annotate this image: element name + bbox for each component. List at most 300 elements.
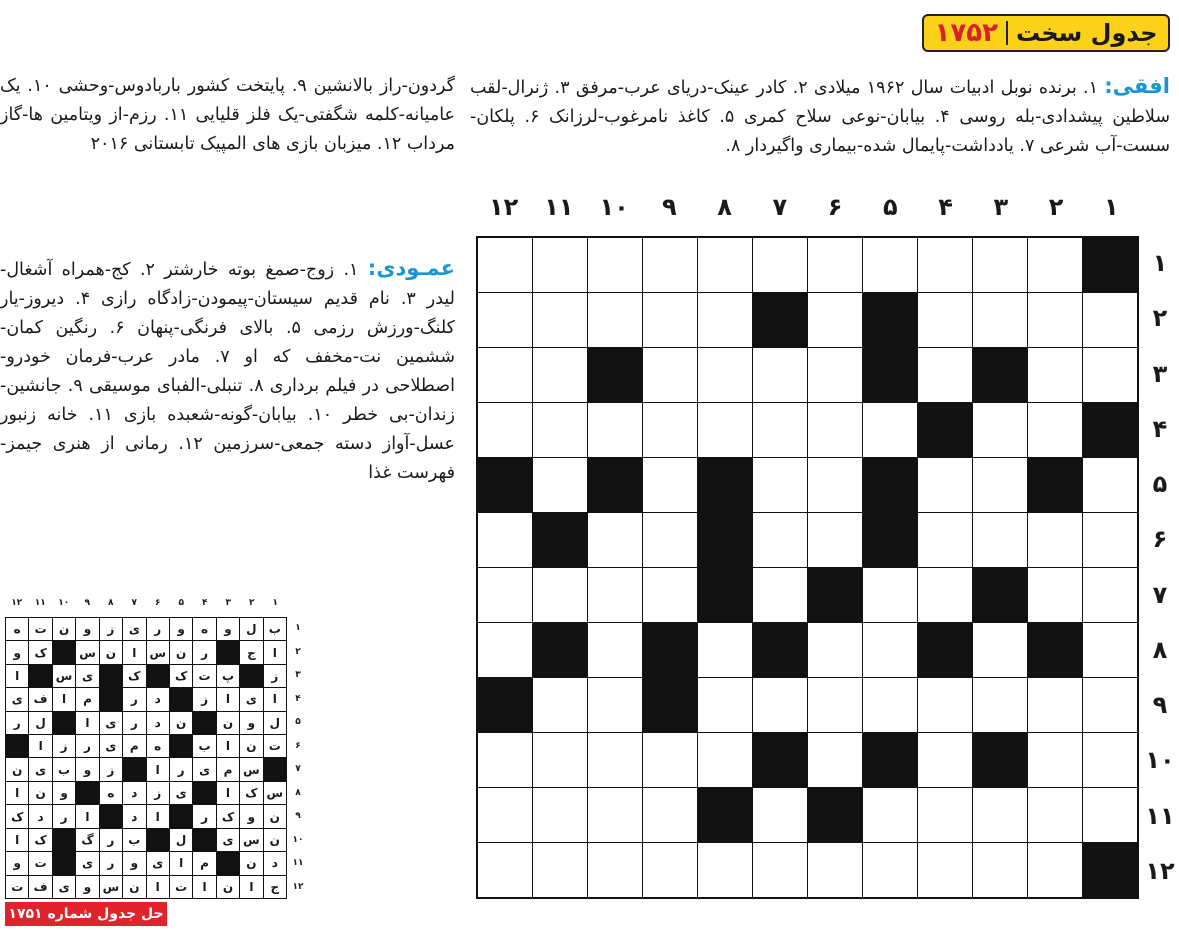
solution-cell-black — [193, 782, 215, 804]
grid-cell-empty[interactable] — [808, 678, 862, 732]
solution-row-number: ۱۲ — [292, 881, 304, 892]
solution-cell: د — [264, 852, 286, 874]
solution-cell-black — [100, 805, 122, 827]
grid-cell-empty[interactable] — [918, 458, 972, 512]
puzzle-number: ۱۷۵۲ — [934, 18, 998, 48]
grid-cell-empty[interactable] — [643, 403, 697, 457]
solution-cell-black — [217, 852, 239, 874]
solution-cell-black — [53, 712, 75, 734]
grid-cell-black — [588, 348, 642, 402]
grid-cell-empty[interactable] — [973, 678, 1027, 732]
solution-column-number: ۱۰ — [58, 598, 70, 608]
grid-cell-empty[interactable] — [698, 678, 752, 732]
row-number: ۱ — [1152, 249, 1168, 277]
row-number: ۷ — [1152, 580, 1168, 609]
grid-cell-empty[interactable] — [1028, 403, 1082, 457]
solution-row-number: ۱ — [295, 623, 301, 633]
grid-cell-empty[interactable] — [533, 348, 587, 402]
grid-cell-empty[interactable] — [863, 843, 917, 897]
grid-cell-empty[interactable] — [1028, 733, 1082, 787]
solution-cell: م — [76, 688, 98, 710]
grid-cell-empty[interactable] — [863, 403, 917, 457]
grid-cell-black — [753, 293, 807, 347]
solution-cell-black — [100, 688, 122, 710]
solution-cell: س — [76, 641, 98, 663]
solution-cell: و — [240, 805, 262, 827]
solution-cell: ن — [240, 735, 262, 757]
grid-cell-black — [863, 513, 917, 567]
solution-cell-black — [240, 665, 262, 687]
grid-cell-empty[interactable] — [478, 348, 532, 402]
grid-cell-black — [698, 568, 752, 622]
grid-cell-black — [698, 513, 752, 567]
row-number: ۹ — [1152, 691, 1168, 719]
puzzle-title-box — [922, 14, 1170, 52]
grid-cell-empty[interactable] — [588, 843, 642, 897]
grid-cell-empty[interactable] — [1083, 348, 1137, 402]
across-clues — [470, 72, 1170, 161]
solution-cell: ب — [193, 735, 215, 757]
solution-cell-black — [170, 735, 192, 757]
solution-cell: ا — [217, 735, 239, 757]
solution-cell: ن — [240, 852, 262, 874]
grid-cell-empty[interactable] — [1083, 678, 1137, 732]
grid-cell-empty[interactable] — [1028, 788, 1082, 842]
grid-cell-empty[interactable] — [918, 293, 972, 347]
grid-cell-empty[interactable] — [643, 843, 697, 897]
solution-cell: و — [170, 618, 192, 640]
solution-cell: د — [147, 688, 169, 710]
solution-cell-black — [147, 829, 169, 851]
grid-cell-black — [698, 458, 752, 512]
solution-cell: ی — [76, 852, 98, 874]
grid-cell-empty[interactable] — [1028, 678, 1082, 732]
solution-cell: د — [29, 805, 51, 827]
grid-cell-empty[interactable] — [533, 788, 587, 842]
across-clues-text-b: گردون-راز بالانشین ۹. پایتخت کشور باربادوس-وحشی ۱۰. یک عامیانه-کلمه شگفتی-یک فلز قلیایی ۱۱. رزم-از ویتامین ها-گاز مرداب ۱۲. میزبان بازی های المپیک تابستانی ۲۰۱۶ — [0, 76, 455, 154]
grid-cell-empty[interactable] — [918, 238, 972, 292]
solution-cell: ا — [240, 876, 262, 898]
solution-cell: ر — [100, 852, 122, 874]
column-number: ۱۲ — [488, 193, 519, 221]
grid-cell-empty[interactable] — [533, 403, 587, 457]
solution-column-number: ۶ — [155, 598, 161, 608]
grid-cell-empty[interactable] — [973, 843, 1027, 897]
grid-cell-black — [918, 623, 972, 677]
across-clues-text-a: ۱. برنده نوبل ادبیات سال ۱۹۶۲ میلادی ۲. کادر عینک-دریای عرب-مرفق ۳. ژنرال-لقب سلاطین پیشدادی-بله روسی ۴. بیابان-نوعی سلاح کمری ۵. کاغذ نامرغوب-لرزانک ۶. پلکان-سست-آب شرعی ۷. یادداشت-پایمال شده-بیماری واگیردار ۸. — [470, 78, 1170, 156]
column-number: ۶ — [827, 193, 843, 221]
solution-column-number: ۹ — [84, 598, 90, 608]
solution-row-numbers — [290, 617, 306, 899]
solution-column-number: ۵ — [178, 598, 184, 608]
solution-cell: ف — [29, 688, 51, 710]
solution-cell: م — [217, 758, 239, 780]
grid-cell-black — [973, 348, 1027, 402]
solution-cell: ل — [29, 712, 51, 734]
grid-cell-empty[interactable] — [643, 293, 697, 347]
solution-column-number: ۳ — [225, 598, 231, 608]
solution-column-number: ۷ — [131, 598, 137, 608]
grid-cell-empty[interactable] — [698, 348, 752, 402]
grid-cell-black — [1028, 623, 1082, 677]
solution-cell: ا — [123, 641, 145, 663]
grid-cell-empty[interactable] — [753, 843, 807, 897]
grid-cell-black — [863, 458, 917, 512]
grid-cell-empty[interactable] — [918, 733, 972, 787]
solution-cell: ت — [264, 735, 286, 757]
solution-column-number: ۱۱ — [34, 598, 46, 608]
grid-cell-empty[interactable] — [753, 458, 807, 512]
grid-cell-empty[interactable] — [698, 293, 752, 347]
solution-cell: ی — [6, 688, 28, 710]
grid-cell-empty[interactable] — [1028, 348, 1082, 402]
grid-cell-black — [808, 568, 862, 622]
solution-cell: د — [123, 805, 145, 827]
solution-cell: ا — [217, 782, 239, 804]
solution-cell: ب — [123, 829, 145, 851]
solution-cell-black — [147, 665, 169, 687]
grid-cell-black — [753, 623, 807, 677]
solution-cell: ر — [123, 712, 145, 734]
row-number: ۱۰ — [1145, 746, 1175, 775]
solution-cell: ا — [29, 735, 51, 757]
grid-cell-black — [533, 623, 587, 677]
solution-cell: ی — [123, 618, 145, 640]
solution-row-number: ۲ — [295, 646, 301, 657]
grid-cell-empty[interactable] — [753, 678, 807, 732]
solution-cell: و — [217, 618, 239, 640]
solution-column-number: ۲ — [249, 598, 255, 608]
grid-cell-empty[interactable] — [643, 458, 697, 512]
solution-row-number: ۱۰ — [292, 834, 304, 845]
grid-cell-empty[interactable] — [808, 623, 862, 677]
puzzle-title: جدول سخت — [1015, 19, 1158, 47]
grid-cell-empty[interactable] — [643, 348, 697, 402]
solution-cell-black — [53, 829, 75, 851]
solution-row-number: ۵ — [295, 717, 301, 727]
solution-cell-black — [53, 852, 75, 874]
grid-cell-empty[interactable] — [808, 293, 862, 347]
solution-cell: ا — [6, 665, 28, 687]
solution-cell: م — [123, 735, 145, 757]
grid-cell-empty[interactable] — [588, 568, 642, 622]
across-heading: افقی: — [1104, 74, 1170, 98]
solution-cell: ا — [76, 805, 98, 827]
grid-cell-empty[interactable] — [643, 238, 697, 292]
column-number: ۱۰ — [599, 193, 629, 221]
grid-cell-empty[interactable] — [1028, 568, 1082, 622]
solution-cell-black — [29, 665, 51, 687]
solution-cell-black — [123, 758, 145, 780]
solution-cell: ز — [264, 665, 286, 687]
solution-cell: ا — [53, 688, 75, 710]
grid-cell-empty[interactable] — [588, 403, 642, 457]
grid-cell-empty[interactable] — [478, 843, 532, 897]
grid-cell-black — [1028, 458, 1082, 512]
grid-cell-empty[interactable] — [478, 403, 532, 457]
grid-cell-black — [478, 458, 532, 512]
grid-cell-empty[interactable] — [973, 788, 1027, 842]
solution-cell: ر — [147, 618, 169, 640]
grid-cell-empty[interactable] — [588, 733, 642, 787]
solution-row-number: ۷ — [295, 764, 301, 774]
grid-cell-empty[interactable] — [478, 293, 532, 347]
solution-column-number: ۴ — [202, 598, 208, 608]
grid-cell-empty[interactable] — [478, 513, 532, 567]
solution-cell: و — [123, 852, 145, 874]
grid-cell-empty[interactable] — [698, 238, 752, 292]
solution-cell: ک — [170, 665, 192, 687]
grid-cell-empty[interactable] — [918, 788, 972, 842]
grid-cell-empty[interactable] — [973, 403, 1027, 457]
grid-cell-empty[interactable] — [533, 843, 587, 897]
solution-cell: ی — [170, 782, 192, 804]
solution-cell: و — [76, 876, 98, 898]
solution-cell: ر — [123, 688, 145, 710]
crossword-grid — [476, 236, 1139, 899]
solution-cell: ت — [6, 876, 28, 898]
grid-cell-empty[interactable] — [973, 458, 1027, 512]
grid-cell-empty[interactable] — [533, 568, 587, 622]
solution-cell: ب — [53, 758, 75, 780]
solution-cell-black — [6, 735, 28, 757]
grid-cell-empty[interactable] — [588, 513, 642, 567]
solution-cell: و — [6, 852, 28, 874]
row-number: ۸ — [1152, 635, 1168, 664]
grid-cell-empty[interactable] — [808, 403, 862, 457]
grid-cell-empty[interactable] — [643, 733, 697, 787]
grid-cell-empty[interactable] — [533, 458, 587, 512]
solution-grid — [5, 617, 287, 899]
solution-cell: ن — [29, 782, 51, 804]
solution-cell: ی — [100, 735, 122, 757]
grid-cell-empty[interactable] — [588, 238, 642, 292]
solution-cell: س — [240, 829, 262, 851]
solution-cell: ک — [240, 782, 262, 804]
grid-cell-empty[interactable] — [808, 513, 862, 567]
row-number: ۱۲ — [1145, 856, 1175, 885]
column-number: ۹ — [662, 193, 677, 221]
solution-cell: ن — [170, 712, 192, 734]
grid-cell-black — [1083, 843, 1137, 897]
row-number: ۵ — [1152, 470, 1168, 498]
grid-cell-empty[interactable] — [1083, 293, 1137, 347]
grid-cell-empty[interactable] — [588, 678, 642, 732]
solution-cell: ا — [170, 852, 192, 874]
grid-cell-empty[interactable] — [808, 733, 862, 787]
grid-cell-empty[interactable] — [753, 568, 807, 622]
grid-cell-empty[interactable] — [1083, 568, 1137, 622]
grid-cell-empty[interactable] — [918, 568, 972, 622]
solution-cell-black — [193, 712, 215, 734]
column-number: ۲ — [1048, 193, 1064, 221]
grid-cell-black — [863, 348, 917, 402]
solution-cell: و — [76, 758, 98, 780]
solution-cell: ه — [100, 782, 122, 804]
grid-cell-empty[interactable] — [863, 678, 917, 732]
solution-cell: ز — [147, 782, 169, 804]
grid-cell-empty[interactable] — [753, 348, 807, 402]
grid-cell-black — [533, 513, 587, 567]
solution-cell: ر — [6, 712, 28, 734]
solution-column-number: ۱ — [272, 598, 278, 608]
solution-cell: س — [100, 876, 122, 898]
solution-row-number: ۴ — [295, 693, 301, 704]
solution-cell: ا — [6, 782, 28, 804]
grid-cell-empty[interactable] — [1083, 788, 1137, 842]
column-numbers — [476, 193, 1139, 221]
grid-cell-empty[interactable] — [973, 293, 1027, 347]
row-numbers — [1142, 236, 1178, 899]
grid-cell-empty[interactable] — [1028, 238, 1082, 292]
solution-row-number: ۸ — [295, 787, 301, 798]
solution-cell: ز — [100, 618, 122, 640]
grid-cell-empty[interactable] — [533, 733, 587, 787]
solution-cell: س — [147, 641, 169, 663]
solution-cell: ن — [53, 618, 75, 640]
grid-cell-empty[interactable] — [698, 843, 752, 897]
solution-cell: ن — [100, 641, 122, 663]
grid-cell-empty[interactable] — [478, 623, 532, 677]
solution-cell: ا — [147, 805, 169, 827]
grid-cell-empty[interactable] — [863, 788, 917, 842]
grid-cell-empty[interactable] — [863, 623, 917, 677]
solution-cell: ج — [240, 641, 262, 663]
solution-cell: س — [53, 665, 75, 687]
solution-cell: ی — [53, 876, 75, 898]
grid-cell-empty[interactable] — [643, 568, 697, 622]
solution-cell: ب — [264, 618, 286, 640]
solution-cell: ه — [193, 618, 215, 640]
grid-cell-empty[interactable] — [1083, 513, 1137, 567]
grid-cell-empty[interactable] — [1083, 623, 1137, 677]
solution-cell: ا — [6, 829, 28, 851]
grid-cell-empty[interactable] — [533, 238, 587, 292]
solution-cell: ه — [6, 618, 28, 640]
solution-cell: ک — [29, 829, 51, 851]
grid-cell-black — [973, 568, 1027, 622]
solution-cell: ا — [217, 688, 239, 710]
solution-cell: س — [240, 758, 262, 780]
grid-cell-empty[interactable] — [588, 293, 642, 347]
solution-cell: و — [76, 618, 98, 640]
grid-cell-black — [588, 458, 642, 512]
solution-cell: گ — [76, 829, 98, 851]
grid-cell-empty[interactable] — [863, 238, 917, 292]
solution-cell: ی — [217, 829, 239, 851]
grid-cell-empty[interactable] — [973, 623, 1027, 677]
grid-cell-empty[interactable] — [753, 513, 807, 567]
grid-cell-black — [753, 733, 807, 787]
grid-cell-empty[interactable] — [1083, 458, 1137, 512]
grid-cell-empty[interactable] — [808, 458, 862, 512]
solution-cell: و — [240, 712, 262, 734]
grid-cell-empty[interactable] — [1083, 733, 1137, 787]
grid-cell-black — [808, 788, 862, 842]
grid-cell-empty[interactable] — [753, 238, 807, 292]
grid-cell-empty[interactable] — [698, 733, 752, 787]
grid-cell-empty[interactable] — [753, 403, 807, 457]
column-number: ۳ — [993, 193, 1009, 221]
solution-cell-black — [76, 782, 98, 804]
solution-cell-black — [170, 688, 192, 710]
grid-cell-empty[interactable] — [973, 513, 1027, 567]
grid-cell-empty[interactable] — [478, 568, 532, 622]
grid-cell-empty[interactable] — [753, 788, 807, 842]
grid-cell-empty[interactable] — [478, 733, 532, 787]
solution-cell-black — [170, 805, 192, 827]
grid-cell-empty[interactable] — [588, 623, 642, 677]
grid-cell-empty[interactable] — [698, 623, 752, 677]
down-heading: عمـودی: — [367, 256, 455, 280]
solution-cell: ر — [193, 805, 215, 827]
solution-cell: ک — [123, 665, 145, 687]
solution-cell-black — [217, 641, 239, 663]
grid-cell-empty[interactable] — [643, 788, 697, 842]
solution-cell: ل — [264, 712, 286, 734]
solution-cell: ز — [100, 758, 122, 780]
solution-cell: ی — [100, 712, 122, 734]
grid-cell-empty[interactable] — [1028, 293, 1082, 347]
solution-cell-black — [53, 641, 75, 663]
solution-cell: ز — [193, 688, 215, 710]
column-number: ۱ — [1104, 193, 1119, 221]
grid-cell-empty[interactable] — [533, 293, 587, 347]
solution-cell: ر — [100, 829, 122, 851]
column-number: ۱۱ — [544, 193, 574, 221]
grid-cell-empty[interactable] — [808, 843, 862, 897]
solution-cell: ت — [193, 665, 215, 687]
title-separator — [1006, 21, 1008, 45]
solution-cell: ل — [240, 618, 262, 640]
column-number: ۵ — [883, 193, 898, 221]
solution-cell: ج — [264, 876, 286, 898]
solution-cell: ی — [29, 758, 51, 780]
grid-cell-empty[interactable] — [973, 238, 1027, 292]
solution-cell: ی — [147, 852, 169, 874]
grid-cell-empty[interactable] — [808, 238, 862, 292]
grid-cell-empty[interactable] — [478, 788, 532, 842]
grid-cell-empty[interactable] — [918, 348, 972, 402]
solution-cell: د — [123, 782, 145, 804]
solution-cell: س — [264, 782, 286, 804]
grid-cell-empty[interactable] — [588, 788, 642, 842]
solution-cell: ف — [29, 876, 51, 898]
solution-cell-black — [264, 758, 286, 780]
down-clues — [0, 254, 455, 488]
grid-cell-empty[interactable] — [1028, 513, 1082, 567]
grid-cell-empty[interactable] — [918, 513, 972, 567]
row-number: ۳ — [1152, 359, 1168, 388]
column-number: ۷ — [772, 193, 788, 221]
grid-cell-empty[interactable] — [1028, 843, 1082, 897]
grid-cell-empty[interactable] — [863, 568, 917, 622]
solution-cell: ت — [29, 618, 51, 640]
solution-cell: ن — [264, 805, 286, 827]
grid-cell-black — [643, 678, 697, 732]
grid-cell-empty[interactable] — [918, 678, 972, 732]
column-number: ۸ — [717, 193, 732, 221]
grid-cell-empty[interactable] — [698, 403, 752, 457]
solution-cell: ک — [29, 641, 51, 663]
solution-cell: ر — [76, 735, 98, 757]
grid-cell-empty[interactable] — [478, 238, 532, 292]
grid-cell-empty[interactable] — [808, 348, 862, 402]
grid-cell-empty[interactable] — [533, 678, 587, 732]
grid-cell-empty[interactable] — [643, 513, 697, 567]
grid-cell-empty[interactable] — [918, 843, 972, 897]
solution-cell: ک — [217, 805, 239, 827]
